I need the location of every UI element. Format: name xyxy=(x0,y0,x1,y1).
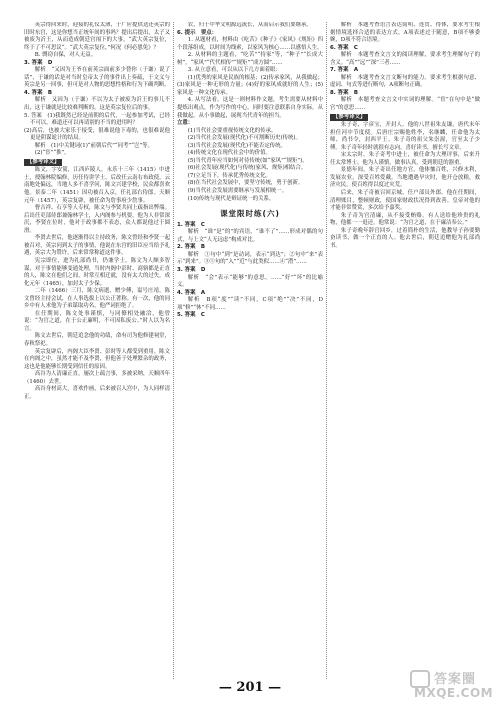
paragraph: 曹吉祥、石亨等人专权，陈文与李贤共同上疏指出弊端。后出任吏部侍郎兼翰林学士，入内阁参与机要，他为人非常深沉，李贤在位时，他对于政事都不表态，众人都说他过于圆滑。 xyxy=(24,205,170,234)
answer-heading: 6. 答案 C xyxy=(330,44,358,51)
paragraph: 3. 从立意看，可以从以下几方面着眼： xyxy=(187,67,281,74)
paragraph: 解析 本题考查文言文断句的能力。要求考生根据句意、虚词、句式等进行断句，A项断句正确。 xyxy=(330,74,480,89)
paragraph: (6)社会发展(现代化)与传统(家风、规矩)相结合。 xyxy=(187,165,307,172)
paragraph: (2)“宦”“推”。 xyxy=(34,150,70,157)
paragraph: 解析 (1)中关键词(1)“前朝后代”“同考”“岂”等。 xyxy=(34,142,153,149)
text-column-left xyxy=(24,22,170,679)
paragraph: 在任期间，陈文处事谨慎，与同僚相处融洽，他曾说：“为官之道，在于公正廉明，不可因私废公。”时人以为名言。 xyxy=(24,310,170,332)
paragraph: 陈文，字安简，江西庐陵人。永乐十三年（1415）中进士，授翰林院编修，历任侍讲学士，后改任云南右布政使，云南地处偏远，当地人多不喜学问，陈文兴建学校，民众都喜欢他。景泰二年（1451）因功被召入京，任礼部右侍郎。天顺元年（1457），英宗复辟，被任命为詹事府少詹事。 xyxy=(24,167,170,204)
paragraph: B. 剽窃自保，对人无益。 xyxy=(34,52,97,59)
answer-heading: 6. 提示 要点： xyxy=(177,29,218,36)
paragraph: 2. 从材料的主题看，“吃苦”“持家”等，“种子”“长成大树”，“家风”“代代相传”“规矩”“成方圆”…… xyxy=(177,52,323,66)
paragraph: (10)传统与现代是辩证统一的关系。 xyxy=(187,195,275,202)
paragraph: 4. 从写法看，这是一则材料作文题，考生需要从材料中提炼出观点，作为写作的中心。同时要注意联系自身实际，从我做起，从小事做起，展现当代青年的担当。 xyxy=(177,97,323,119)
paragraph: 宪宗即位，进为礼部尚书，仍兼学士。陈文为人颇多智谋，对于事情能够变通处理，当时内阁中彭时、商辂都是正直的人，陈文在他们之间，时常互相迁就，没有太大的过失。成化元年（1465），加封太子少保。 xyxy=(24,257,170,287)
paragraph: 解析 本题考查文言文的阅读理解，要求考生理解句子的含义。“高”“远”“深”三者…… xyxy=(330,52,480,66)
answer-heading: 7. 答案 A xyxy=(330,67,359,74)
paragraph: (8)在当代社会发展中，要坚守传统，勇于创新。 xyxy=(187,180,304,187)
text-column-middle xyxy=(177,22,323,679)
answer-heading: 3. 答案 D xyxy=(24,59,53,66)
paragraph: 后来，朱子奇被召回京城，任户部员外郎。他在任期间，清理账目，整顿财政，使国家财政状况得到改善。皇帝对他的才能非常赞赏，多次给予嘉奖。 xyxy=(330,190,480,212)
paragraph: 解析 ①句中“到”是动词，表示“到达”；②句中“来”表示“到来”。③⑤句的“入”“近”与此类似……④“潜”…… xyxy=(177,251,323,266)
paragraph: (9)当代社会发展需要继承与发展相统一。 xyxy=(187,188,288,195)
paragraph: (1)优秀的家风是民族的根基；(2)传承家风，从我做起；(3)家风是一种无形的力量；(4)好的家风成就好的人生；(5)家风是一种文化传承。 xyxy=(177,74,323,96)
paragraph: (2)当代社会发展(现代化)不可割断历史(传统)。 xyxy=(187,135,301,142)
paragraph: 高谷为人清廉正直，屡次上疏言事，多被采纳，天顺四年（1460）去世。 xyxy=(24,371,170,385)
paragraph: 5. 答案 (1)我既然已经是前朝的后代，一起参加考试，已经不可以，难道还可以再请别的不当的进用吗？ xyxy=(24,112,170,127)
answer-heading: 3. 答案 D xyxy=(177,266,206,273)
paragraph: (2)高后，也被大家乐于接受，很难说他下毒的，也很难说他更是阴谋诡计的结局。 xyxy=(24,127,170,142)
watermark-text-top: 答案圈 xyxy=(434,672,477,687)
paragraph: 朱子奇晚年辞官回乡，过着简朴的生活，他教导子孙要勤奋读书，做一个正直的人。他去世后，朝廷追赠他为礼部尚书。 xyxy=(330,227,480,249)
paragraph: 李贤去世后，他逐渐得以主持政务，陈文曾经和李贤一起被召对，英宗问到太子的事情，他说在东宫的旧臣应当给予礼遇，英宗大为赞许，后来常常称道这件事。 xyxy=(24,235,170,257)
answer-heading: 4. 答案 B xyxy=(24,89,52,96)
paragraph: 英宗得回来时，迎接的礼仪太薄，于广应提供送还英宗的旧时东宫，这是你想当正统年间的事吗？提出后提出，太子又被废为沂王，从而造成朝廷宫闱下的大事，“武大英宗复位，终于了不可思议“。“武大英宗复位，”何况《何必恩免》？ xyxy=(24,22,170,51)
paragraph: (1)当代社会要重视传统文化的传承。 xyxy=(187,127,277,134)
answer-heading: 2. 答案 B xyxy=(177,244,205,251)
paragraph: (4)传统文化在现代社会中的价值。 xyxy=(187,150,271,157)
paragraph: 景德年间，朱子奇出任地方官，他体恤百姓，兴修水利，发展农业，深受百姓爱戴。当地遭遇旱灾时，他开仓放粮，救济灾民，使百姓得以度过灾荒。 xyxy=(330,167,480,189)
paragraph: 解析 又因为（于谦）不以为太子被废为沂王的事儿不出，这于谦就是比较难判断的，这是英宗复位后的事。 xyxy=(24,97,170,112)
column-divider xyxy=(173,22,174,679)
paragraph: 朱子奇，字彦宝，开封人。他的八世祖朱友谦，唐代末年担任河中节度使。后唐庄宗赐他姓李，名继麟，任命他为太师、尚书令，封西平王。朱子奇的祖父朱崇渥，官至太子少傅。朱子奇年轻时就很有志向，喜好读书，擅长写文章。 xyxy=(330,122,480,151)
answer-heading: 5. 答案 C xyxy=(177,312,205,319)
section-title: 课堂限时练(六) xyxy=(220,209,280,219)
answer-heading: 4. 答案 A xyxy=(177,289,206,296)
paragraph: 1. 从题材看，材料由《吃苦》《种子》《家风》《规矩》四个段落组成，以时间为线索，以家风为核心……以感悟人生。 xyxy=(177,37,323,51)
paragraph: 高谷身材高大，喜欢作画，后来被召入宫中，为人同样清正。 xyxy=(24,386,170,400)
paragraph: (5)当代青年应当如何对待传统(如“家风”“规矩”)。 xyxy=(187,157,308,164)
page-number: — 201 — xyxy=(218,680,282,695)
paragraph: 二年（1466）三月，陈文病逝，赠少傅，谥号庄靖。陈文曾经主持会试，在人事选拔上以公正著称。有一次，他的同乡中有人求他为子弟谋取功名，他严词拒绝了。 xyxy=(24,288,170,310)
paragraph: (3)当代社会发展(现代化)不能否定传统。 xyxy=(187,142,286,149)
text-column-right xyxy=(330,22,480,679)
answer-heading: 1. 答案 C xyxy=(177,221,205,228)
section-label: 【参考译文】 xyxy=(330,114,368,122)
paragraph: 陈文去世后，朝廷追念他的功绩，命有司为他修建祠堂，春秋祭祀。 xyxy=(24,333,170,347)
paragraph: 解析 “谁”是“的”的宾语，“谁不了”……形成对偶的句式，与上文“人无远虑”构成对比。 xyxy=(177,229,323,243)
paragraph: 朱子奇为官清廉，从不接受贿赂。有人送给他珍贵的礼物，他都一一退还。他常说：“为官之道，在于廉洁奉公。” xyxy=(330,212,480,227)
paragraph: 农，归于中华文明源远流长，从而启示我们要继承。 xyxy=(187,22,312,28)
section-label: 【参考译文】 xyxy=(24,159,62,167)
paragraph: (7)立足当下，传承优秀传统文化。 xyxy=(187,172,271,179)
paragraph: 宋太宗时，朱子奇考中进士，被任命为大理评事，后来升任太常博士。他为人谨慎，做事认真，受到朝廷的器重。 xyxy=(330,152,480,166)
paragraph: 英宗复辟后，内阁大臣李贤、彭时等人都受到重用。陈文在内阁之中，虽然才能不及李贤，但他善于处理繁杂的政务，这也是他能够长期受到信任的原因。 xyxy=(24,348,170,370)
paragraph: 解析 B项“度”“读”不同，C项“绝”“决”不同，D项“修”“休”不同…… xyxy=(177,297,323,311)
answer-heading: 8. 答案 B xyxy=(330,89,358,96)
watermark-text-bottom: MXQE.COM xyxy=(414,686,494,700)
paragraph: 解析 本题考查语言表达简明、连贯、得体，要求考生根据情境选择合适的表达方式。A项表述过于随意，B项不够委婉，D项不符合语境。 xyxy=(330,22,480,44)
column-divider xyxy=(326,22,327,679)
answer-heading: 立意： xyxy=(177,120,194,127)
paragraph: 解析 “会”表示“能够”的意思，……“好”“坏”的比喻义。 xyxy=(177,274,323,289)
paragraph: 解析 “又因为王爷在前英宗面前多少替你（于谦）说了话”，于谦的话是对当时皇帝太子的事件出上奏疏，于文义与英宗是另一回事，但可是对人物的思想性格和行为下确判断。 xyxy=(24,67,170,89)
watermark-logo xyxy=(408,668,494,704)
paragraph: 解析 本题考查文言文中实词的理解。“宦”在句中是“做官”的意思…… xyxy=(330,97,480,112)
